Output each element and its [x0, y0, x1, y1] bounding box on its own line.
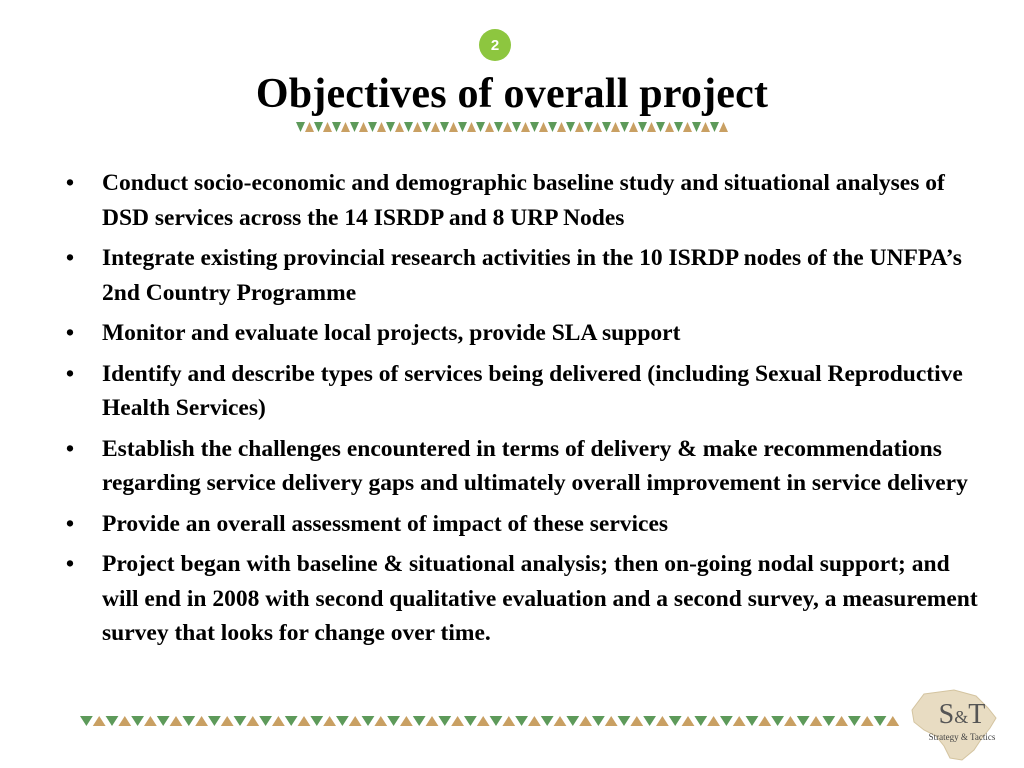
border-triangle — [118, 716, 131, 726]
bullet-icon: • — [65, 170, 75, 196]
border-triangle — [323, 122, 332, 132]
logo-t: T — [968, 699, 986, 730]
border-triangle — [341, 122, 350, 132]
border-triangle — [395, 122, 404, 132]
border-triangle — [656, 122, 665, 132]
border-triangle — [234, 716, 247, 726]
slide-number-badge: 2 — [479, 29, 511, 61]
border-triangle — [305, 122, 314, 132]
border-triangle — [528, 716, 541, 726]
logo-tagline: Strategy & Tactics — [928, 732, 996, 742]
logo-ampersand: & — [954, 707, 969, 727]
border-triangle — [575, 122, 584, 132]
border-triangle — [539, 122, 548, 132]
border-triangle — [272, 716, 285, 726]
border-triangle — [93, 716, 106, 726]
border-triangle — [400, 716, 413, 726]
border-triangle — [431, 122, 440, 132]
bullet-icon: • — [65, 510, 75, 537]
border-triangle — [584, 122, 593, 132]
border-triangle — [512, 122, 521, 132]
border-triangle — [557, 122, 566, 132]
border-triangle — [720, 716, 733, 726]
border-triangle — [701, 122, 710, 132]
company-logo — [912, 700, 1012, 742]
border-triangle — [476, 122, 485, 132]
border-triangle — [861, 716, 874, 726]
border-triangle — [797, 716, 810, 726]
bullet-icon: • — [65, 435, 75, 462]
border-triangle — [374, 716, 387, 726]
border-triangle — [182, 716, 195, 726]
border-triangle — [810, 716, 823, 726]
border-triangle — [451, 716, 464, 726]
border-triangle — [746, 716, 759, 726]
border-triangle — [710, 122, 719, 132]
border-triangle — [467, 122, 476, 132]
border-triangle — [350, 122, 359, 132]
border-triangle — [413, 122, 422, 132]
border-triangle — [494, 122, 503, 132]
list-item — [60, 547, 990, 651]
border-triangle — [144, 716, 157, 726]
border-triangle — [683, 122, 692, 132]
decorative-triangle-border-bottom — [80, 714, 900, 728]
border-triangle — [485, 122, 494, 132]
border-triangle — [541, 716, 554, 726]
border-triangle — [554, 716, 567, 726]
slide-title: Objectives of overall project — [255, 71, 769, 117]
border-triangle — [413, 716, 426, 726]
border-triangle — [682, 716, 695, 726]
border-triangle — [566, 122, 575, 132]
border-triangle — [643, 716, 656, 726]
border-triangle — [490, 716, 503, 726]
border-triangle — [310, 716, 323, 726]
border-triangle — [629, 122, 638, 132]
list-item — [60, 166, 990, 235]
bullet-text: Identify and describe types of services being delivered (including Sexual Reproductive Health Services) — [102, 360, 963, 421]
border-triangle — [157, 716, 170, 726]
border-triangle — [733, 716, 746, 726]
border-triangle — [170, 716, 183, 726]
border-triangle — [503, 122, 512, 132]
border-triangle — [694, 716, 707, 726]
border-triangle — [593, 122, 602, 132]
border-triangle — [579, 716, 592, 726]
border-triangle — [784, 716, 797, 726]
border-triangle — [521, 122, 530, 132]
border-triangle — [665, 122, 674, 132]
border-triangle — [618, 716, 631, 726]
border-triangle — [386, 122, 395, 132]
border-triangle — [719, 122, 728, 132]
list-item — [60, 507, 990, 542]
border-triangle — [404, 122, 413, 132]
border-triangle — [692, 122, 701, 132]
bullet-text: Integrate existing provincial research activities in the 10 ISRDP nodes of the UNFPA’s 2nd Country Programme — [102, 245, 962, 306]
border-triangle — [530, 122, 539, 132]
logo-mark — [912, 700, 1012, 732]
objectives-list — [60, 166, 990, 657]
bullet-icon: • — [65, 245, 75, 271]
border-triangle — [592, 716, 605, 726]
border-triangle — [647, 122, 656, 132]
border-triangle — [426, 716, 439, 726]
bullet-text: Monitor and evaluate local projects, provide SLA support — [102, 320, 681, 346]
border-triangle — [332, 122, 341, 132]
border-triangle — [835, 716, 848, 726]
border-triangle — [438, 716, 451, 726]
border-triangle — [458, 122, 467, 132]
border-triangle — [387, 716, 400, 726]
border-triangle — [259, 716, 272, 726]
border-triangle — [359, 122, 368, 132]
border-triangle — [296, 122, 305, 132]
bullet-icon: • — [65, 551, 75, 577]
border-triangle — [638, 122, 647, 132]
bullet-icon: • — [65, 360, 75, 387]
border-triangle — [707, 716, 720, 726]
border-triangle — [336, 716, 349, 726]
border-triangle — [674, 122, 683, 132]
border-triangle — [106, 716, 119, 726]
logo-s: S — [938, 699, 955, 730]
border-triangle — [285, 716, 298, 726]
list-item — [60, 241, 990, 310]
border-triangle — [440, 122, 449, 132]
border-triangle — [323, 716, 336, 726]
border-triangle — [848, 716, 861, 726]
border-triangle — [822, 716, 835, 726]
bullet-text: Provide an overall assessment of impact of these services — [102, 510, 669, 537]
border-triangle — [208, 716, 221, 726]
bullet-text: Conduct socio-economic and demographic baseline study and situational analyses of DSD services across the 14 ISRDP and 8 URP Nodes — [102, 170, 945, 231]
border-triangle — [630, 716, 643, 726]
border-triangle — [620, 122, 629, 132]
border-triangle — [349, 716, 362, 726]
border-triangle — [515, 716, 528, 726]
list-item — [60, 357, 990, 426]
decorative-triangle-border-top — [296, 120, 728, 134]
bullet-icon: • — [65, 320, 75, 346]
border-triangle — [449, 122, 458, 132]
bullet-text: Project began with baseline & situational analysis; then on-going nodal support; and will end in 2008 with second qualitative evaluation and a second survey, a measurement survey that looks for change over time. — [102, 551, 978, 646]
list-item — [60, 432, 990, 501]
border-triangle — [362, 716, 375, 726]
border-triangle — [602, 122, 611, 132]
border-triangle — [314, 122, 323, 132]
list-item — [60, 316, 990, 351]
border-triangle — [221, 716, 234, 726]
border-triangle — [131, 716, 144, 726]
border-triangle — [611, 122, 620, 132]
border-triangle — [298, 716, 311, 726]
border-triangle — [502, 716, 515, 726]
border-triangle — [771, 716, 784, 726]
border-triangle — [422, 122, 431, 132]
border-triangle — [548, 122, 557, 132]
border-triangle — [195, 716, 208, 726]
border-triangle — [246, 716, 259, 726]
bullet-text: Establish the challenges encountered in terms of delivery & make recommendations regarding service delivery gaps and ultimately overall improvement in service delivery — [102, 435, 968, 496]
border-triangle — [605, 716, 618, 726]
border-triangle — [368, 122, 377, 132]
border-triangle — [464, 716, 477, 726]
border-triangle — [758, 716, 771, 726]
border-triangle — [377, 122, 386, 132]
border-triangle — [80, 716, 93, 726]
border-triangle — [566, 716, 579, 726]
border-triangle — [656, 716, 669, 726]
border-triangle — [669, 716, 682, 726]
border-triangle — [477, 716, 490, 726]
